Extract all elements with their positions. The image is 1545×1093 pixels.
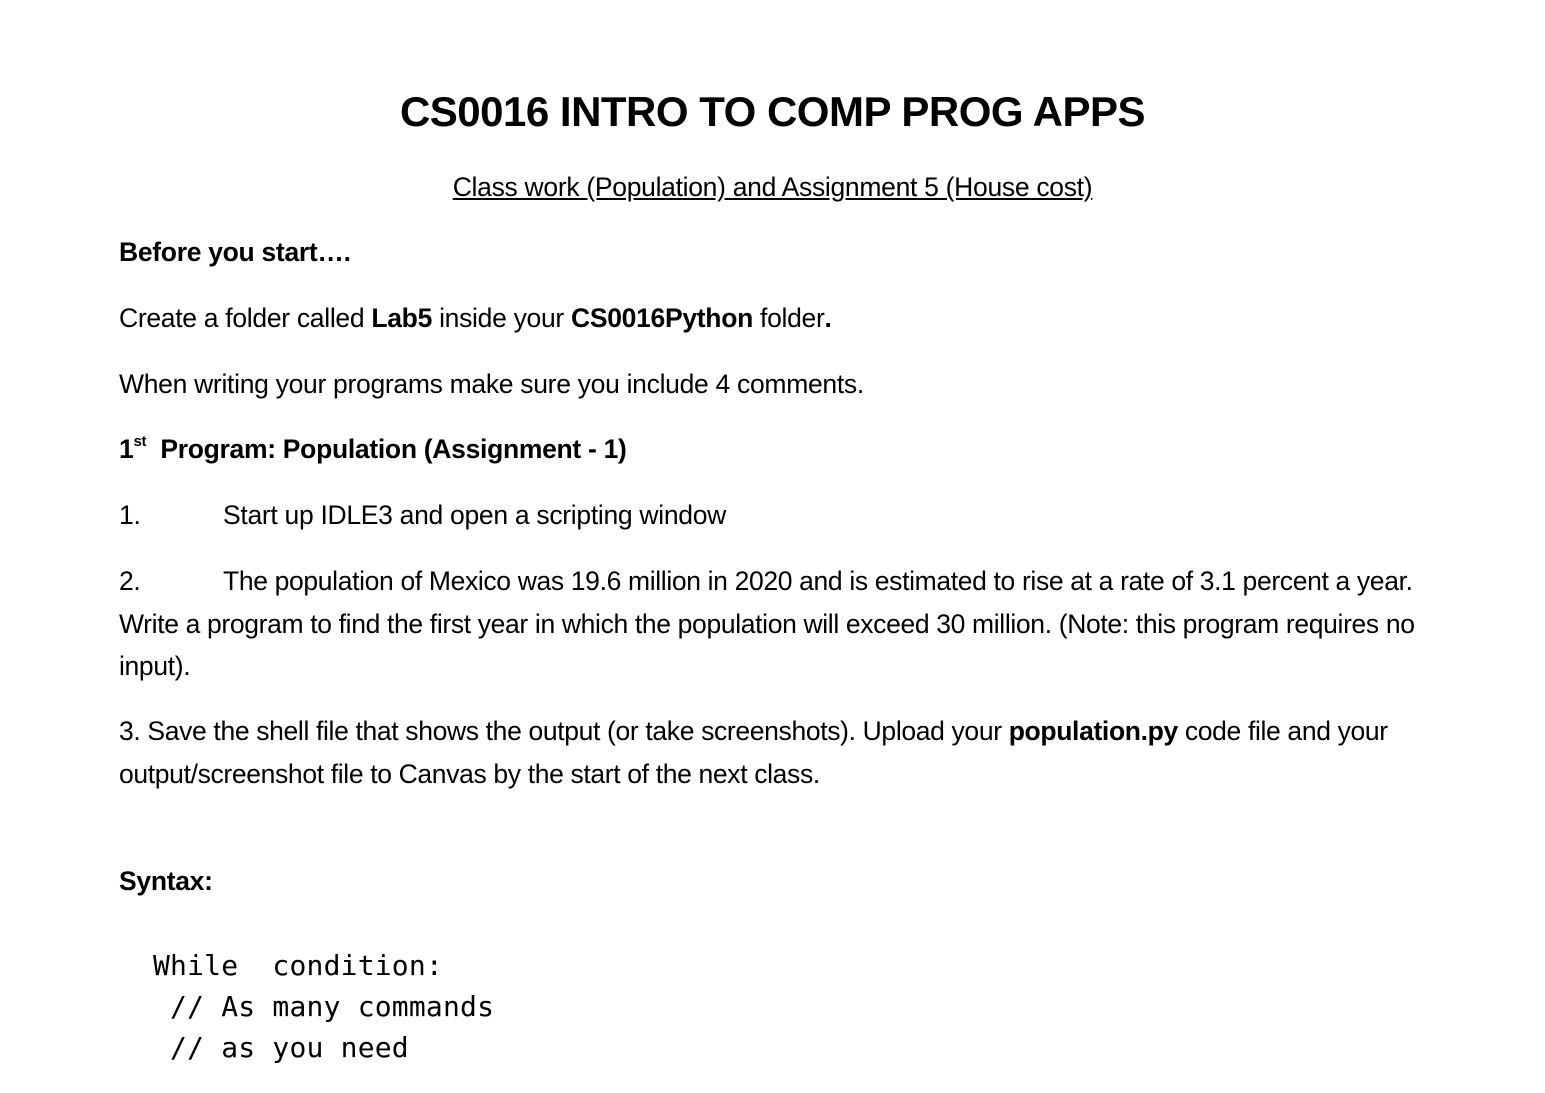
document-title: CS0016 INTRO TO COMP PROG APPS (399, 88, 1146, 135)
step-3-text-2: code file and your output/screenshot file to Canvas by the start of the next class. (119, 716, 1388, 789)
folder-text-3: folder (752, 303, 825, 333)
comments-instruction: When writing your programs make sure you include 4 comments. (119, 369, 864, 399)
step-2 (119, 560, 1459, 688)
folder-text-2: inside your (432, 303, 571, 333)
folder-name-lab5: Lab5 (371, 303, 433, 333)
step-3 (119, 710, 1464, 795)
step-3-filename: population.py (1008, 716, 1178, 746)
step-2-text: The population of Mexico was 19.6 million in 2020 and is estimated to rise at a rate of 3.1 percent a year. Write a program to find the first year in which the population will exceed 30 million. (Note: this program requires no input). (119, 566, 1415, 681)
folder-name-cs0016python: CS0016Python (571, 303, 753, 333)
step-1-text: Start up IDLE3 and open a scripting window (223, 500, 726, 530)
code-line-1: While condition: (153, 949, 443, 982)
code-line-2: // As many commands (153, 990, 495, 1023)
program-heading-superscript: st (133, 433, 147, 450)
step-2-number: 2. (119, 566, 141, 596)
code-line-3: // as you need (153, 1031, 409, 1064)
step-3-text-1: 3. Save the shell file that shows the output (or take screenshots). Upload your (119, 716, 1009, 746)
code-block (153, 945, 494, 1068)
step-1-number: 1. (119, 500, 141, 530)
before-start-heading: Before you start…. (119, 237, 351, 267)
program-heading-text: Program: Population (Assignment - 1) (160, 434, 627, 464)
step-1 (119, 494, 726, 536)
program-heading-number: 1 (119, 434, 134, 464)
folder-text-1: Create a folder called (119, 303, 372, 333)
folder-instruction (119, 297, 832, 339)
program-heading (119, 428, 627, 470)
document-subtitle: Class work (Population) and Assignment 5 (House cost) (452, 172, 1093, 202)
folder-text-period: . (824, 303, 832, 333)
syntax-heading: Syntax: (119, 866, 213, 896)
